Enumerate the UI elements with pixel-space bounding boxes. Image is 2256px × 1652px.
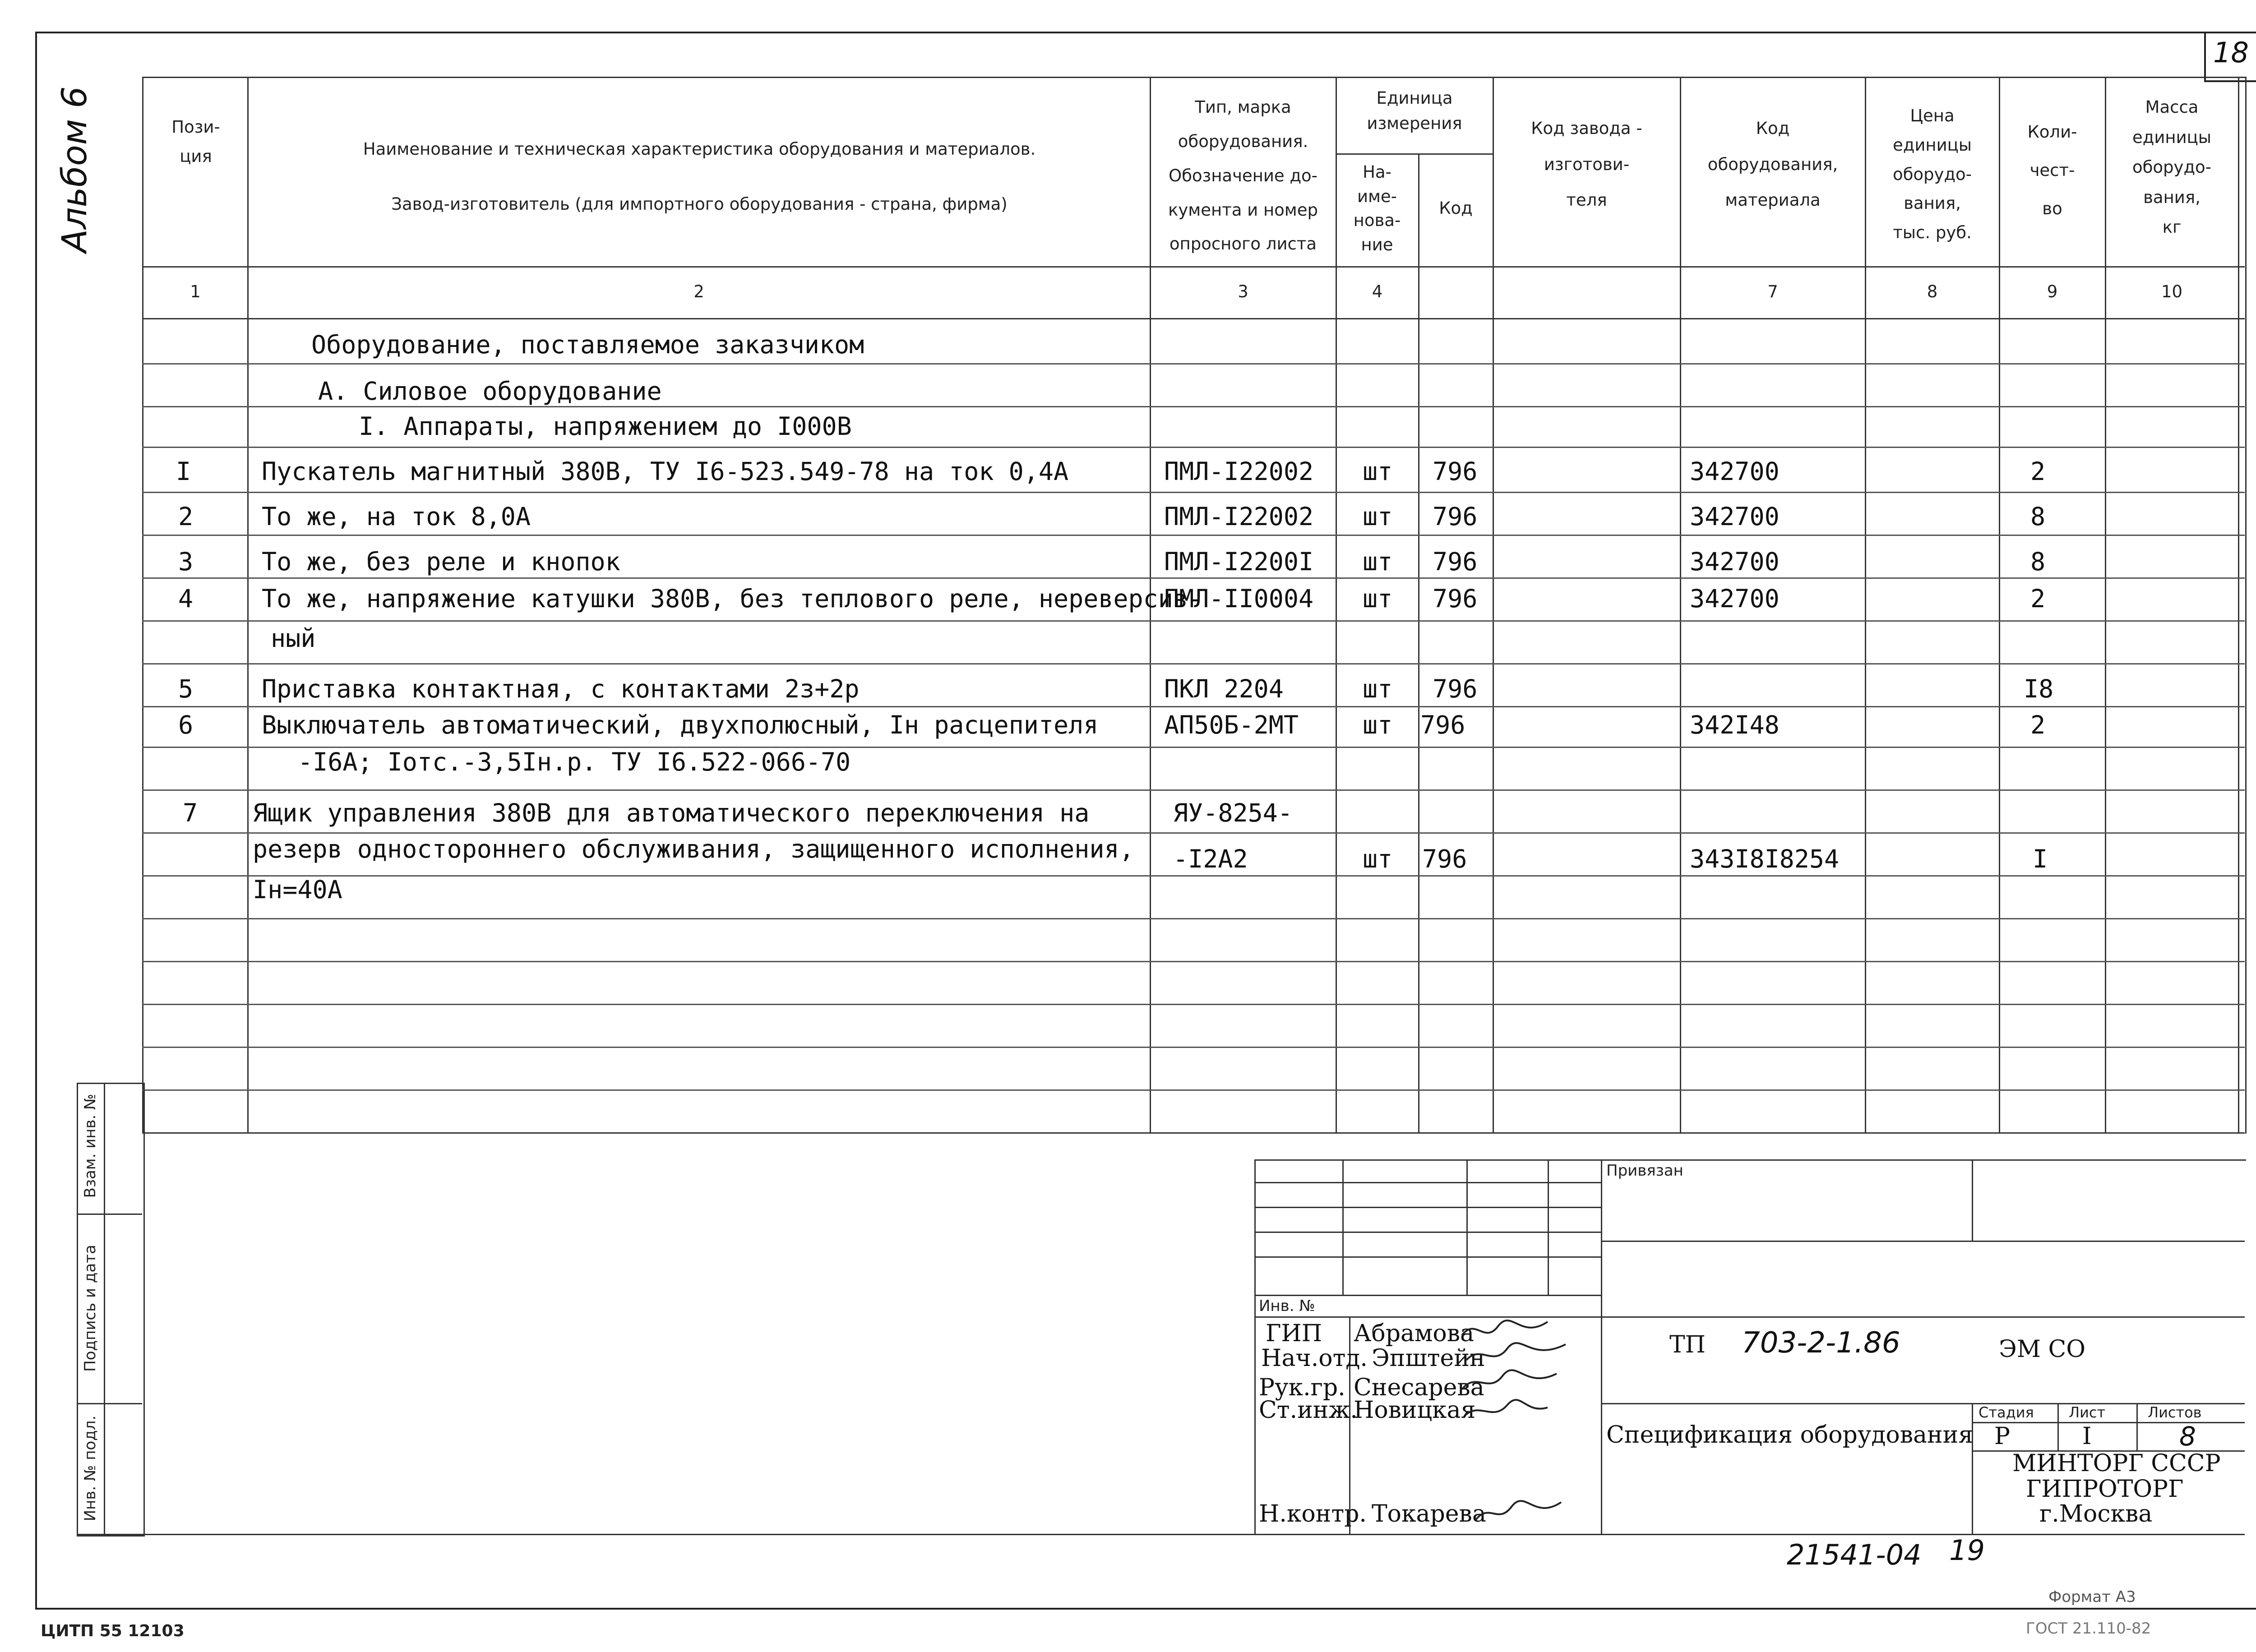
row-unit: шт [1363, 457, 1393, 486]
attached-label: Привязан [1606, 1162, 1683, 1180]
stage-value: Р [1994, 1423, 2010, 1450]
row-equipment-code: 342700 [1690, 502, 1780, 531]
row-name-cont: ный [271, 624, 316, 653]
row-quantity: I [2033, 844, 2048, 873]
side-stamp-original-inv: Инв. № подл. [81, 1415, 99, 1522]
row-unit-code: 796 [1433, 457, 1478, 486]
row-equipment-code: 342700 [1690, 547, 1780, 576]
row-type-cont: -I2А2 [1173, 844, 1248, 873]
row-name: То же, на ток 8,0А [262, 502, 531, 531]
org-ministry: МИНТОРГ СССР [2012, 1450, 2221, 1477]
header-mass: Масса единицы оборудо- вания, кг [2132, 97, 2212, 237]
signer-role: ГИП [1266, 1320, 1322, 1347]
col-number: 1 [190, 282, 201, 301]
row-name: Ящик управления 380В для автоматического переключения на [253, 798, 1090, 827]
row-position: 3 [178, 547, 194, 576]
header-unit-group: Единица измерения [1367, 88, 1462, 133]
row-name-cont: резерв одностороннего обслуживания, защищенного исполнения, [253, 835, 1134, 863]
signer-name: Абрамова [1354, 1320, 1475, 1347]
row-type: ПМЛ-II0004 [1164, 584, 1314, 613]
header-position: Пози- ция [171, 117, 220, 166]
section-heading: I. Аппараты, напряжением до I000В [359, 412, 852, 441]
row-name: Приставка контактная, с контактами 2з+2р [262, 674, 860, 703]
col-number: 3 [1238, 282, 1248, 301]
sheet-number: 18 [2213, 36, 2249, 69]
row-unit: шт [1363, 547, 1393, 576]
signer-role: Н.контр. [1259, 1500, 1367, 1527]
header-unit-code: Код [1439, 198, 1473, 218]
row-unit-code: 796 [1433, 674, 1478, 703]
row-position: 7 [183, 798, 198, 827]
row-unit: шт [1363, 502, 1393, 531]
row-quantity: 2 [2030, 457, 2046, 486]
section-heading: А. Силовое оборудование [318, 377, 662, 406]
row-unit-code: 796 [1433, 547, 1478, 576]
side-stamp-replace-inv: Взам. инв. № [81, 1094, 99, 1198]
doc-title: Спецификация оборудования [1606, 1421, 1974, 1449]
row-name: То же, напряжение катушки 380В, без теплового реле, нереверсив- [262, 584, 1203, 613]
row-name-cont: Iн=40А [253, 875, 342, 904]
row-unit: шт [1363, 584, 1393, 613]
side-stamp-signature-date: Подпись и дата [81, 1245, 99, 1372]
row-type: АП50Б-2МТ [1164, 711, 1299, 739]
signer-role: Ст.инж. [1259, 1397, 1358, 1424]
org-institute: ГИПРОТОРГ [2026, 1476, 2184, 1503]
header-unit-name: На- име- нова- ние [1353, 162, 1401, 254]
signer-name: Новицкая [1354, 1397, 1476, 1424]
row-quantity: 8 [2030, 502, 2046, 531]
sheets-value: 8 [2179, 1421, 2196, 1452]
doc-number: 703-2-1.86 [1742, 1326, 1900, 1360]
col-number: 7 [1767, 282, 1778, 301]
col-number: 9 [2047, 282, 2058, 301]
signer-name: Эпштейн [1372, 1345, 1485, 1372]
row-position: 6 [178, 711, 194, 739]
row-quantity: I8 [2024, 674, 2054, 703]
doc-prefix: ТП [1669, 1331, 1706, 1358]
doc-suffix: ЭМ СО [1999, 1336, 2085, 1363]
row-type: ПМЛ-I22002 [1164, 502, 1314, 531]
inventory-label: Инв. № [1259, 1297, 1315, 1315]
row-unit: шт [1363, 674, 1393, 703]
header-equipment-code: Код оборудования, материала [1707, 119, 1838, 210]
row-name: Выключатель автоматический, двухполюсный, Iн расцепителя [262, 711, 1099, 739]
row-name: Пускатель магнитный 380В, ТУ I6-523.549-78 на ток 0,4А [262, 457, 1069, 486]
row-type: ПМЛ-I2200I [1164, 547, 1314, 576]
stage-label: Стадия [1979, 1404, 2034, 1421]
col-number: 10 [2161, 282, 2183, 301]
sheet-label: Лист [2069, 1404, 2106, 1421]
row-unit: шт [1363, 711, 1393, 739]
org-city: г.Москва [2039, 1500, 2153, 1527]
footer-publisher: ЦИТП 55 12103 [41, 1622, 185, 1640]
row-type: ПКЛ 2204 [1164, 674, 1284, 703]
page-number: 19 [1949, 1534, 1985, 1567]
row-unit: шт [1363, 844, 1393, 873]
header-type: Тип, марка оборудования. Обозначение до- кумента и номер опросного листа [1168, 97, 1318, 254]
row-quantity: 2 [2030, 584, 2046, 613]
row-equipment-code: 342I48 [1690, 711, 1780, 739]
row-type: ЯУ-8254- [1173, 798, 1293, 827]
row-equipment-code: 343I8I8254 [1690, 844, 1840, 873]
row-type: ПМЛ-I22002 [1164, 457, 1314, 486]
row-position: 2 [178, 502, 194, 531]
col-number: 2 [693, 282, 704, 301]
row-position: 4 [178, 584, 194, 613]
header-name: Наименование и техническая характеристика оборудования и материалов. Завод-изготовитель (для импортного оборудования - страна, фирма) [363, 139, 1036, 214]
album-label: Альбом 6 [54, 86, 94, 253]
sheet-value: I [2082, 1423, 2092, 1450]
gost-label: ГОСТ 21.110-82 [2026, 1620, 2151, 1638]
row-equipment-code: 342700 [1690, 584, 1780, 613]
col-number: 8 [1927, 282, 1938, 301]
row-unit-code: 796 [1433, 584, 1478, 613]
section-heading: Оборудование, поставляемое заказчиком [311, 330, 864, 359]
header-price: Цена единицы оборудо- вания, тыс. руб. [1892, 106, 1972, 242]
row-unit-code: 796 [1420, 711, 1465, 739]
archive-number: 21541-04 [1787, 1538, 1922, 1571]
signer-role: Нач.отд. [1261, 1345, 1368, 1372]
sheets-label: Листов [2148, 1404, 2202, 1421]
row-name-cont: -I6А; Iотс.-3,5Iн.р. ТУ I6.522-066-70 [298, 748, 851, 776]
signer-name: Токарева [1372, 1500, 1486, 1527]
signer-name: Снесарева [1354, 1374, 1484, 1401]
col-number: 4 [1372, 282, 1383, 301]
signer-role: Рук.гр. [1259, 1374, 1345, 1401]
header-quantity: Коли- чест- во [2027, 122, 2077, 219]
row-quantity: 8 [2030, 547, 2046, 576]
format-label: Формат А3 [2048, 1588, 2136, 1606]
row-equipment-code: 342700 [1690, 457, 1780, 486]
header-factory-code: Код завода - изготови- теля [1531, 119, 1642, 210]
row-unit-code: 796 [1433, 502, 1478, 531]
row-unit-code: 796 [1422, 844, 1467, 873]
row-quantity: 2 [2030, 711, 2046, 739]
row-name: То же, без реле и кнопок [262, 547, 620, 576]
signatures-icon [1457, 1317, 1602, 1525]
row-position: I [176, 457, 191, 486]
row-position: 5 [178, 674, 194, 703]
